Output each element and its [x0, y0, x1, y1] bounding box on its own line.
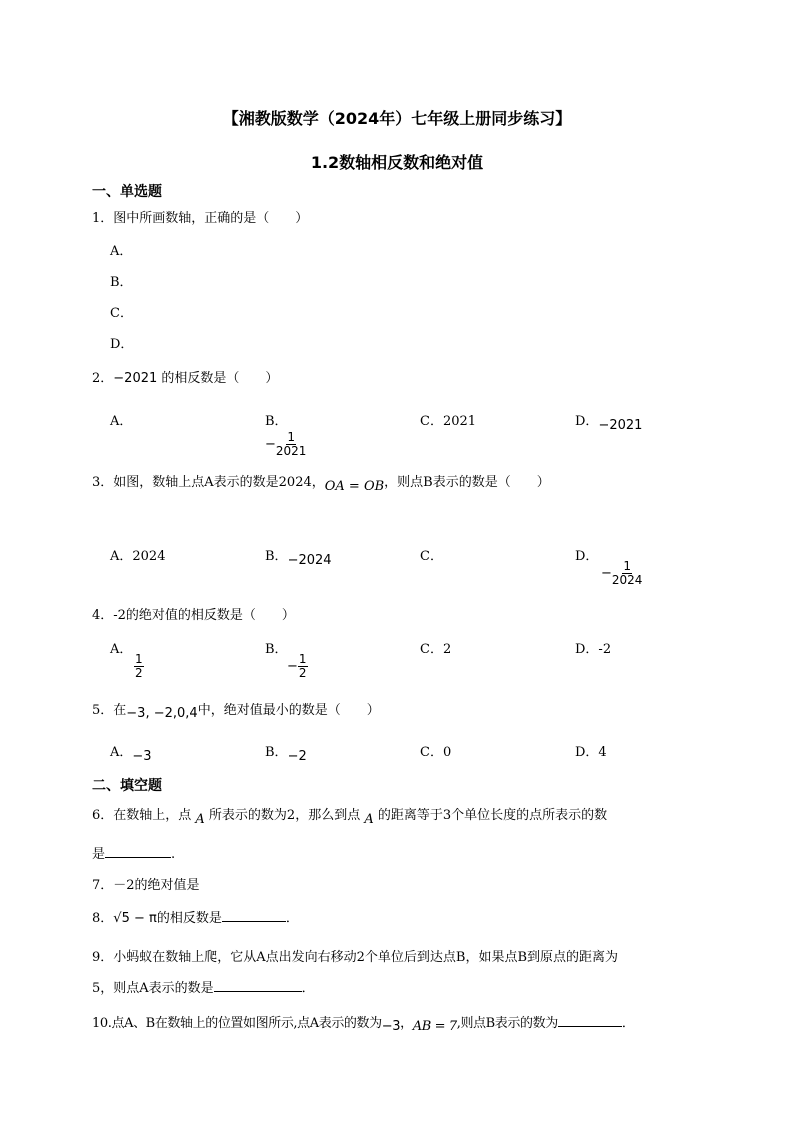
question-4-stem: 4．-2的绝对值的相反数是（ ） [92, 608, 295, 623]
q1-option-b: B． [110, 275, 133, 290]
q2-text: 的相反数是（ ） [157, 371, 279, 386]
q5-option-c: C．0 [420, 745, 452, 760]
q5-option-b-label: B． [265, 745, 288, 760]
question-5-stem [92, 699, 380, 721]
q5-option-a-math: −3 [132, 749, 152, 764]
q4-option-b [265, 638, 308, 680]
q3-option-d-denominator: 2024 [611, 573, 643, 587]
q2-option-b-label: B． [265, 414, 288, 429]
q5-text-post: 中，绝对值最小的数是（ ） [197, 703, 380, 718]
q3-option-b-math: −2024 [287, 553, 332, 568]
q5-text-pre: 5．在 [92, 703, 127, 718]
question-2-stem [92, 367, 278, 386]
question-9-line-2 [92, 977, 315, 996]
q3-option-d-sign: − [601, 566, 612, 581]
q4-option-c: C．2 [420, 642, 452, 657]
q3-equation: OA = OB [324, 479, 385, 494]
q5-option-d: D．4 [575, 745, 607, 760]
q10-text-pre: 10.点A、B在数轴上的位置如图所示,点A表示的数为 [92, 1016, 382, 1031]
q4-option-a [110, 638, 144, 680]
q6-line2-text: 是 [92, 847, 106, 862]
q8-answer-blank[interactable] [222, 909, 286, 922]
q5-option-a [110, 741, 152, 764]
q2-option-b-numerator: 1 [287, 430, 295, 444]
q6-text-mid: 所表示的数为2，那么到点 [204, 808, 365, 823]
q6-answer-blank[interactable] [105, 845, 171, 858]
q8-math: √5 − π [113, 911, 157, 926]
q4-option-d: D．-2 [575, 642, 612, 657]
q4-option-a-label: A． [110, 642, 133, 657]
q8-number: 8． [92, 911, 114, 926]
q2-option-b-fraction [276, 431, 307, 458]
q8-text: 的相反数是 [156, 911, 222, 926]
q3-option-c: C． [420, 549, 443, 564]
q2-option-d [575, 410, 643, 433]
q9-answer-blank[interactable] [214, 979, 302, 992]
q3-option-d-label: D． [575, 549, 599, 564]
q1-option-a: A． [110, 244, 133, 259]
q2-option-a: A． [110, 414, 133, 429]
question-7-stem: 7．－2的绝对值是 [92, 878, 200, 893]
q2-option-c: C．2021 [420, 414, 477, 429]
question-9-line-1: 9．小蚂蚁在数轴上爬，它从A点出发向右移动2个单位后到达点B，如果点B到原点的距离为 [92, 950, 619, 965]
q10-math-1: −3 [381, 1019, 401, 1034]
q4-option-a-numerator: 1 [135, 652, 143, 666]
question-10-stem [92, 1012, 635, 1034]
q6-var-a-1: A [195, 812, 205, 827]
q10-end: ． [621, 1016, 635, 1031]
q5-math: −3, −2,0,4 [126, 706, 198, 721]
q10-answer-blank[interactable] [558, 1014, 622, 1027]
q9-line2-text: 5，则点A表示的数是 [92, 981, 214, 996]
page-title: 【湘教版数学（2024年）七年级上册同步练习】 [222, 109, 572, 128]
q3-text-post: ，则点B表示的数是（ ） [384, 475, 550, 490]
q10-text-post: ,则点B表示的数为 [456, 1016, 558, 1031]
q10-math-2: AB = 7 [412, 1019, 457, 1034]
q3-option-b [265, 545, 332, 568]
q3-text-pre: 3．如图，数轴上点A表示的数是2024， [92, 475, 325, 490]
q3-option-d [575, 545, 642, 587]
q3-option-a: A．2024 [110, 549, 166, 564]
question-6-line-1 [92, 804, 608, 827]
q4-option-a-denominator: 2 [135, 666, 143, 680]
q6-var-a-2: A [364, 812, 374, 827]
q3-option-d-fraction [612, 560, 643, 587]
q2-option-b [265, 410, 306, 458]
q5-option-a-label: A． [110, 745, 133, 760]
q9-end: ． [301, 981, 315, 996]
q6-line2-end: . [171, 847, 176, 862]
question-1-stem: 1．图中所画数轴，正确的是（ ） [92, 211, 309, 226]
q1-option-d: D． [110, 337, 134, 352]
q4-option-b-sign: − [287, 659, 298, 674]
question-3-stem [92, 471, 550, 494]
q6-text-pre: 6．在数轴上，点 [92, 808, 196, 823]
section-single-choice: 一、单选题 [92, 184, 162, 200]
q2-option-d-label: D． [575, 414, 599, 429]
section-fill-blank: 二、填空题 [92, 778, 162, 794]
q4-option-b-fraction [298, 653, 308, 680]
q2-number: 2． [92, 371, 114, 386]
q2-option-b-sign: − [265, 437, 276, 452]
q1-option-c: C． [110, 306, 133, 321]
q4-option-b-denominator: 2 [298, 666, 307, 680]
page-subtitle: 1.2数轴相反数和绝对值 [310, 153, 484, 172]
q2-math: −2021 [113, 371, 158, 386]
question-6-line-2 [92, 843, 175, 862]
q10-sep: ， [400, 1016, 413, 1031]
q3-option-d-numerator: 1 [623, 559, 631, 573]
q4-option-b-numerator: 1 [298, 652, 307, 666]
q5-option-b [265, 741, 307, 764]
q2-option-d-math: −2021 [598, 418, 643, 433]
q5-option-b-math: −2 [287, 749, 307, 764]
q4-option-a-fraction [134, 653, 144, 680]
q2-option-b-denominator: 2021 [275, 444, 307, 458]
question-8-stem [92, 907, 299, 926]
q8-end: ． [285, 911, 299, 926]
q4-option-b-label: B． [265, 642, 288, 657]
q3-option-b-label: B． [265, 549, 288, 564]
q6-text-post: 的距离等于3个单位长度的点所表示的数 [373, 808, 608, 823]
